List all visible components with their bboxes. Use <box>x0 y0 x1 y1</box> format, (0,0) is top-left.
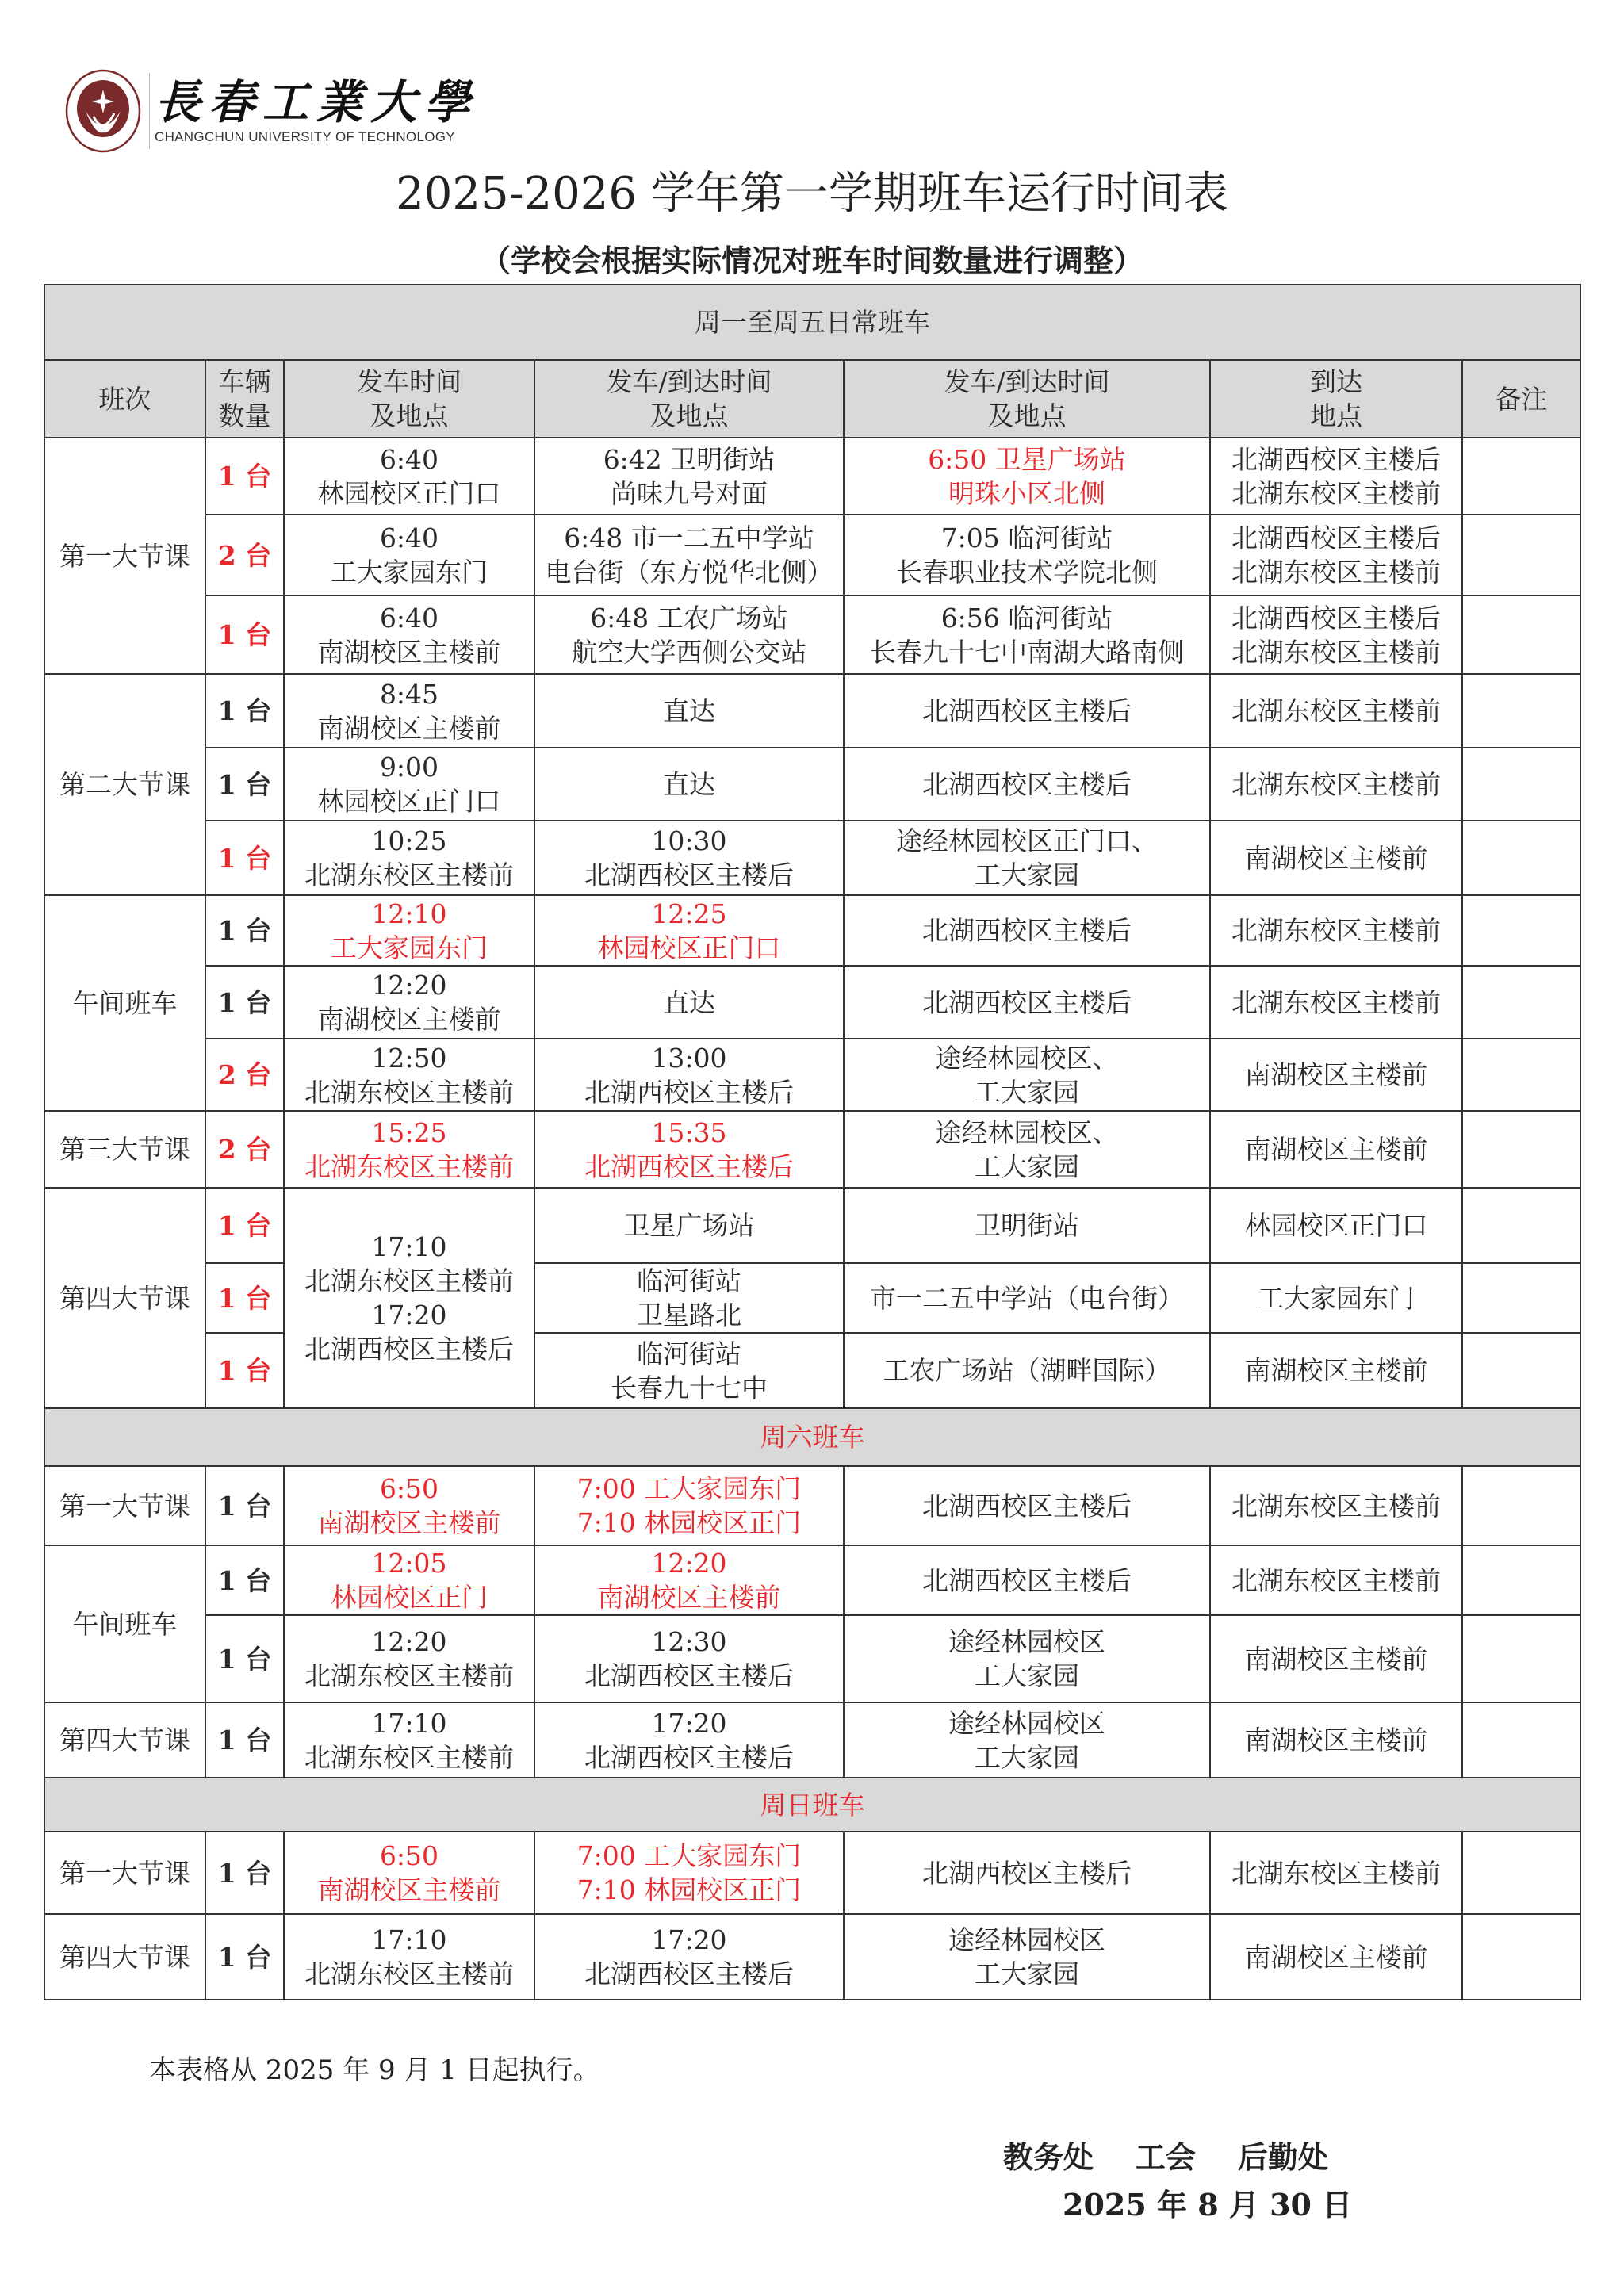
mid1-cell: 6:48 工农广场站 航空大学西侧公交站 <box>534 595 844 674</box>
mid2-cell: 6:56 临河街站 长春九十七中南湖大路南侧 <box>844 595 1210 674</box>
arrive-cell: 南湖校区主楼前 <box>1210 1039 1462 1111</box>
remark-cell <box>1462 1263 1580 1333</box>
arrive-cell: 北湖东校区主楼前 <box>1210 1466 1462 1545</box>
section-title: 周六班车 <box>44 1408 1580 1466</box>
depart-cell: 12:20 南湖校区主楼前 <box>284 966 534 1039</box>
mid1-cell: 10:30 北湖西校区主楼后 <box>534 821 844 895</box>
mid1-cell: 17:20 北湖西校区主楼后 <box>534 1702 844 1778</box>
arrive-cell: 南湖校区主楼前 <box>1210 1111 1462 1188</box>
table-row <box>44 821 1580 895</box>
vehicle-count: 1 台 <box>205 821 284 895</box>
header-mid2: 发车/到达时间 及地点 <box>844 360 1210 438</box>
remark-cell <box>1462 1832 1580 1914</box>
vehicle-count: 1 台 <box>205 1914 284 2000</box>
header-depart: 发车时间 及地点 <box>284 360 534 438</box>
arrive-cell: 北湖东校区主楼前 <box>1210 1545 1462 1615</box>
depart-cell: 6:50 南湖校区主楼前 <box>284 1832 534 1914</box>
mid2-cell: 北湖西校区主楼后 <box>844 1545 1210 1615</box>
mid1-cell: 7:00 工大家园东门 7:10 林园校区正门 <box>534 1832 844 1914</box>
session-label: 第四大节课 <box>44 1702 205 1778</box>
university-logo <box>63 63 478 159</box>
arrive-cell: 南湖校区主楼前 <box>1210 1333 1462 1408</box>
depart-cell: 6:50 南湖校区主楼前 <box>284 1466 534 1545</box>
vehicle-count: 1 台 <box>205 1263 284 1333</box>
arrive-cell: 北湖西校区主楼后 北湖东校区主楼前 <box>1210 515 1462 595</box>
vehicle-count: 2 台 <box>205 515 284 595</box>
vehicle-count: 1 台 <box>205 966 284 1039</box>
header-count: 车辆 数量 <box>205 360 284 438</box>
mid2-cell: 北湖西校区主楼后 <box>844 748 1210 821</box>
table-row <box>44 1702 1580 1778</box>
mid1-cell: 卫星广场站 <box>534 1188 844 1263</box>
session-label: 第四大节课 <box>44 1188 205 1408</box>
effective-date-note: 本表格从 2025 年 9 月 1 日起执行。 <box>149 2054 600 2086</box>
vehicle-count: 1 台 <box>205 748 284 821</box>
table-row <box>44 595 1580 674</box>
section-title: 周一至周五日常班车 <box>44 285 1580 360</box>
remark-cell <box>1462 1702 1580 1778</box>
remark-cell <box>1462 1188 1580 1263</box>
schedule-table <box>44 284 1581 2000</box>
table-row <box>44 1263 1580 1333</box>
mid2-cell: 途经林园校区 工大家园 <box>844 1615 1210 1702</box>
mid1-cell: 直达 <box>534 966 844 1039</box>
depart-cell: 17:10 北湖东校区主楼前 17:20 北湖西校区主楼后 <box>284 1188 534 1408</box>
vehicle-count: 1 台 <box>205 1466 284 1545</box>
mid1-cell: 13:00 北湖西校区主楼后 <box>534 1039 844 1111</box>
table-row <box>44 1333 1580 1408</box>
section-title: 周日班车 <box>44 1778 1580 1832</box>
table-row <box>44 1466 1580 1545</box>
remark-cell <box>1462 1111 1580 1188</box>
mid2-cell: 工农广场站（湖畔国际） <box>844 1333 1210 1408</box>
column-header-row <box>44 360 1580 438</box>
remark-cell <box>1462 1466 1580 1545</box>
mid2-cell: 北湖西校区主楼后 <box>844 1466 1210 1545</box>
arrive-cell: 北湖东校区主楼前 <box>1210 966 1462 1039</box>
mid2-cell: 北湖西校区主楼后 <box>844 966 1210 1039</box>
issuing-departments: 教务处 工会 后勤处 <box>1003 2139 1328 2175</box>
table-row <box>44 966 1580 1039</box>
remark-cell <box>1462 1039 1580 1111</box>
arrive-cell: 北湖东校区主楼前 <box>1210 895 1462 966</box>
remark-cell <box>1462 895 1580 966</box>
vehicle-count: 1 台 <box>205 438 284 515</box>
table-row <box>44 1545 1580 1615</box>
arrive-cell: 北湖西校区主楼后 北湖东校区主楼前 <box>1210 438 1462 515</box>
remark-cell <box>1462 966 1580 1039</box>
remark-cell <box>1462 674 1580 748</box>
table-row <box>44 438 1580 515</box>
table-row <box>44 1615 1580 1702</box>
table-row <box>44 1914 1580 2000</box>
depart-cell: 12:20 北湖东校区主楼前 <box>284 1615 534 1702</box>
remark-cell <box>1462 1615 1580 1702</box>
session-label: 第三大节课 <box>44 1111 205 1188</box>
vehicle-count: 1 台 <box>205 895 284 966</box>
section-header-saturday <box>44 1408 1580 1466</box>
depart-cell: 17:10 北湖东校区主楼前 <box>284 1914 534 2000</box>
session-label: 第一大节课 <box>44 1832 205 1914</box>
mid1-cell: 12:20 南湖校区主楼前 <box>534 1545 844 1615</box>
issue-date: 2025 年 8 月 30 日 <box>1063 2187 1353 2222</box>
table-row <box>44 748 1580 821</box>
vehicle-count: 1 台 <box>205 1615 284 1702</box>
vehicle-count: 2 台 <box>205 1039 284 1111</box>
mid2-cell: 卫明街站 <box>844 1188 1210 1263</box>
section-header-weekday <box>44 285 1580 360</box>
mid1-cell: 直达 <box>534 674 844 748</box>
mid2-cell: 途经林园校区 工大家园 <box>844 1914 1210 2000</box>
table-row <box>44 1039 1580 1111</box>
arrive-cell: 南湖校区主楼前 <box>1210 1914 1462 2000</box>
remark-cell <box>1462 438 1580 515</box>
remark-cell <box>1462 1545 1580 1615</box>
mid1-cell: 12:30 北湖西校区主楼后 <box>534 1615 844 1702</box>
header-mid1: 发车/到达时间 及地点 <box>534 360 844 438</box>
mid1-cell: 直达 <box>534 748 844 821</box>
remark-cell <box>1462 821 1580 895</box>
depart-cell: 6:40 工大家园东门 <box>284 515 534 595</box>
vehicle-count: 1 台 <box>205 1832 284 1914</box>
mid2-cell: 途经林园校区 工大家园 <box>844 1702 1210 1778</box>
table-row <box>44 515 1580 595</box>
mid1-cell: 6:48 市一二五中学站 电台街（东方悦华北侧） <box>534 515 844 595</box>
arrive-cell: 北湖东校区主楼前 <box>1210 1832 1462 1914</box>
arrive-cell: 南湖校区主楼前 <box>1210 821 1462 895</box>
logo-divider <box>149 73 150 149</box>
mid2-cell: 7:05 临河街站 长春职业技术学院北侧 <box>844 515 1210 595</box>
mid2-cell: 途经林园校区、 工大家园 <box>844 1039 1210 1111</box>
table-row <box>44 895 1580 966</box>
depart-cell: 10:25 北湖东校区主楼前 <box>284 821 534 895</box>
vehicle-count: 2 台 <box>205 1111 284 1188</box>
header-remark: 备注 <box>1462 360 1580 438</box>
logo-english-name: CHANGCHUN UNIVERSITY OF TECHNOLOGY <box>155 129 455 144</box>
depart-cell: 12:50 北湖东校区主楼前 <box>284 1039 534 1111</box>
remark-cell <box>1462 748 1580 821</box>
vehicle-count: 1 台 <box>205 1545 284 1615</box>
arrive-cell: 北湖东校区主楼前 <box>1210 748 1462 821</box>
university-seal-icon <box>63 67 143 155</box>
header-arrive: 到达 地点 <box>1210 360 1462 438</box>
arrive-cell: 南湖校区主楼前 <box>1210 1615 1462 1702</box>
remark-cell <box>1462 595 1580 674</box>
mid2-cell: 途经林园校区正门口、 工大家园 <box>844 821 1210 895</box>
depart-cell: 6:40 林园校区正门口 <box>284 438 534 515</box>
vehicle-count: 1 台 <box>205 595 284 674</box>
arrive-cell: 南湖校区主楼前 <box>1210 1702 1462 1778</box>
table-row <box>44 1111 1580 1188</box>
depart-cell: 12:05 林园校区正门 <box>284 1545 534 1615</box>
vehicle-count: 1 台 <box>205 1333 284 1408</box>
section-header-sunday <box>44 1778 1580 1832</box>
mid1-cell: 临河街站 长春九十七中 <box>534 1333 844 1408</box>
mid1-cell: 15:35 北湖西校区主楼后 <box>534 1111 844 1188</box>
depart-cell: 17:10 北湖东校区主楼前 <box>284 1702 534 1778</box>
vehicle-count: 1 台 <box>205 1702 284 1778</box>
mid1-cell: 临河街站 卫星路北 <box>534 1263 844 1333</box>
header-session: 班次 <box>44 360 205 438</box>
table-row <box>44 1188 1580 1263</box>
remark-cell <box>1462 515 1580 595</box>
remark-cell <box>1462 1914 1580 2000</box>
mid1-cell: 17:20 北湖西校区主楼后 <box>534 1914 844 2000</box>
vehicle-count: 1 台 <box>205 674 284 748</box>
depart-cell: 6:40 南湖校区主楼前 <box>284 595 534 674</box>
depart-cell: 15:25 北湖东校区主楼前 <box>284 1111 534 1188</box>
remark-cell <box>1462 1333 1580 1408</box>
mid2-cell: 北湖西校区主楼后 <box>844 674 1210 748</box>
mid1-cell: 12:25 林园校区正门口 <box>534 895 844 966</box>
mid1-cell: 7:00 工大家园东门 7:10 林园校区正门 <box>534 1466 844 1545</box>
mid2-cell: 途经林园校区、 工大家园 <box>844 1111 1210 1188</box>
depart-cell: 12:10 工大家园东门 <box>284 895 534 966</box>
page-subtitle: （学校会根据实际情况对班车时间数量进行调整） <box>480 243 1143 278</box>
mid2-cell: 市一二五中学站（电台街） <box>844 1263 1210 1333</box>
mid2-cell: 北湖西校区主楼后 <box>844 895 1210 966</box>
session-label: 午间班车 <box>44 895 205 1111</box>
vehicle-count: 1 台 <box>205 1188 284 1263</box>
session-label: 午间班车 <box>44 1545 205 1702</box>
table-row <box>44 674 1580 748</box>
arrive-cell: 北湖西校区主楼后 北湖东校区主楼前 <box>1210 595 1462 674</box>
session-label: 第二大节课 <box>44 674 205 895</box>
logo-chinese-name: 長春工業大學 <box>155 75 479 129</box>
page-title: 2025-2026 学年第一学期班车运行时间表 <box>396 168 1228 220</box>
table-row <box>44 1832 1580 1914</box>
mid1-cell: 6:42 卫明街站 尚味九号对面 <box>534 438 844 515</box>
mid2-cell: 北湖西校区主楼后 <box>844 1832 1210 1914</box>
session-label: 第四大节课 <box>44 1914 205 2000</box>
arrive-cell: 北湖东校区主楼前 <box>1210 674 1462 748</box>
arrive-cell: 工大家园东门 <box>1210 1263 1462 1333</box>
session-label: 第一大节课 <box>44 1466 205 1545</box>
depart-cell: 8:45 南湖校区主楼前 <box>284 674 534 748</box>
depart-cell: 9:00 林园校区正门口 <box>284 748 534 821</box>
mid2-cell: 6:50 卫星广场站 明珠小区北侧 <box>844 438 1210 515</box>
arrive-cell: 林园校区正门口 <box>1210 1188 1462 1263</box>
session-label: 第一大节课 <box>44 438 205 674</box>
